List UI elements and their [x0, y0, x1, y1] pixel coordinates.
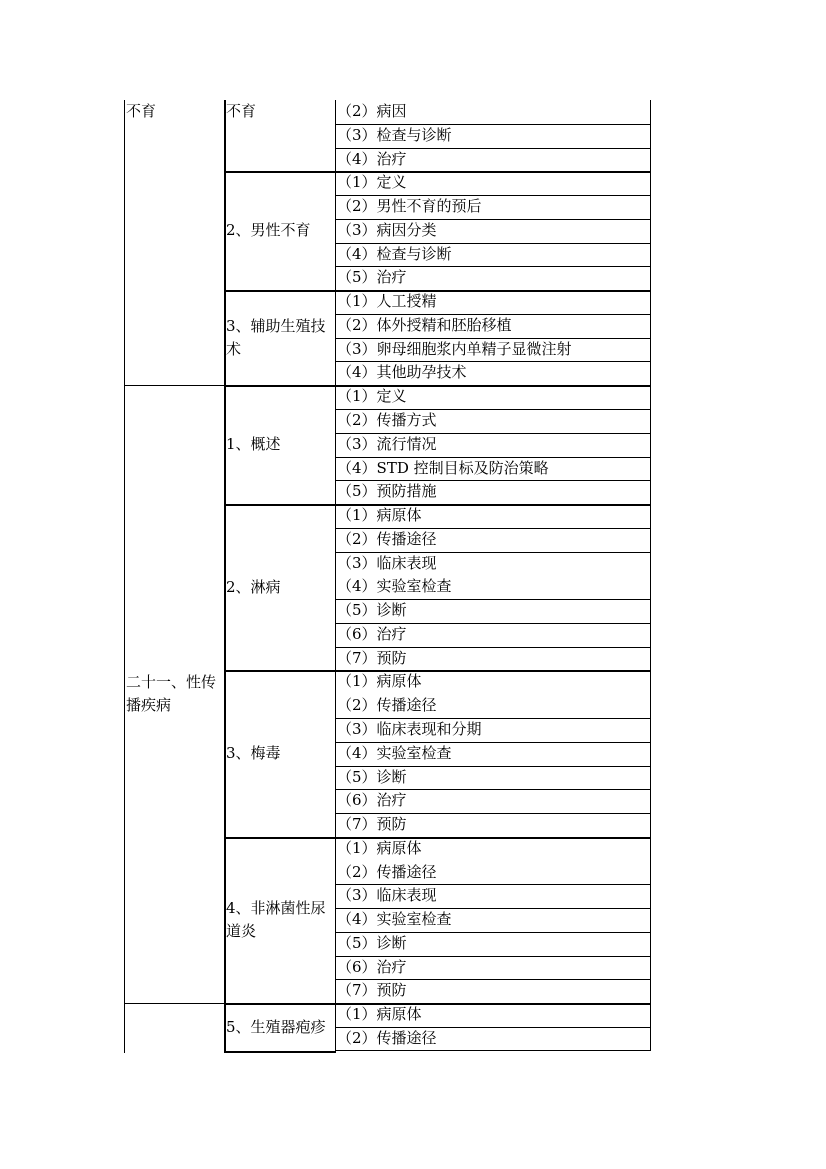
- topic-title: 3、梅毒: [226, 744, 281, 763]
- section-title: 不育: [126, 102, 157, 120]
- item-text: （4）实验室检查: [337, 910, 452, 929]
- item-text: （4）实验室检查: [337, 577, 452, 596]
- table-border: [335, 100, 336, 1051]
- item-text: （1）病原体: [337, 1005, 422, 1024]
- section-title: 二十一、性传播疾病: [126, 673, 217, 715]
- item-text: （3）卵母细胞浆内单精子显微注射: [337, 339, 572, 358]
- item-text: （3）临床表现和分期: [337, 720, 482, 739]
- table-border: [124, 1003, 225, 1004]
- table-border: [124, 385, 225, 386]
- item-text: （5）预防措施: [337, 482, 437, 501]
- item-text: （2）传播途径: [337, 1029, 437, 1048]
- item-text: （4）其他助孕技术: [337, 363, 467, 382]
- table-border: [335, 1050, 651, 1051]
- table-border: [224, 1051, 336, 1053]
- item-text: （4）实验室检查: [337, 743, 452, 762]
- item-text: （2）传播途径: [337, 529, 437, 548]
- item-text: （2）传播途径: [337, 862, 437, 881]
- topic-title: 1、概述: [226, 435, 281, 454]
- table-border: [124, 100, 125, 1053]
- item-text: （3）病因分类: [337, 220, 437, 239]
- table-border: [650, 100, 651, 1051]
- item-text: （5）诊断: [337, 767, 407, 786]
- item-text: （6）治疗: [337, 957, 407, 976]
- item-text: （1）病原体: [337, 672, 422, 691]
- item-text: （2）体外授精和胚胎移植: [337, 315, 512, 334]
- item-text: （7）预防: [337, 815, 407, 834]
- topic-title: 4、非淋菌性尿道炎: [226, 899, 326, 941]
- topic-title: 5、生殖器疱疹: [226, 1017, 326, 1036]
- item-text: （4）STD 控制目标及防治策略: [337, 458, 549, 477]
- topic-title: 2、淋病: [226, 577, 281, 596]
- item-text: （4）治疗: [337, 149, 407, 168]
- item-text: （7）预防: [337, 981, 407, 1000]
- item-text: （5）诊断: [337, 933, 407, 952]
- item-text: （4）检查与诊断: [337, 244, 452, 263]
- item-text: （1）定义: [337, 387, 407, 406]
- item-text: （2）男性不育的预后: [337, 197, 482, 216]
- item-text: （1）病原体: [337, 506, 422, 525]
- item-text: （3）临床表现: [337, 553, 437, 572]
- item-text: （2）传播方式: [337, 411, 437, 429]
- item-text: （7）预防: [337, 648, 407, 667]
- topic-title: 不育: [226, 102, 257, 120]
- item-text: （1）人工授精: [337, 292, 437, 311]
- item-text: （2）传播途径: [337, 696, 437, 715]
- item-text: （6）治疗: [337, 624, 407, 643]
- topic-title: 3、辅助生殖技术: [226, 316, 326, 358]
- item-text: （6）治疗: [337, 791, 407, 810]
- item-text: （1）病原体: [337, 838, 422, 857]
- item-text: （3）检查与诊断: [337, 125, 452, 144]
- item-text: （1）定义: [337, 173, 407, 192]
- item-text: （5）治疗: [337, 268, 407, 287]
- item-text: （5）诊断: [337, 601, 407, 620]
- topic-title: 2、男性不育: [226, 221, 311, 240]
- item-text: （3）流行情况: [337, 434, 437, 453]
- item-text: （3）临床表现: [337, 886, 437, 905]
- item-text: （2）病因: [337, 102, 407, 120]
- table-border: [224, 100, 226, 1053]
